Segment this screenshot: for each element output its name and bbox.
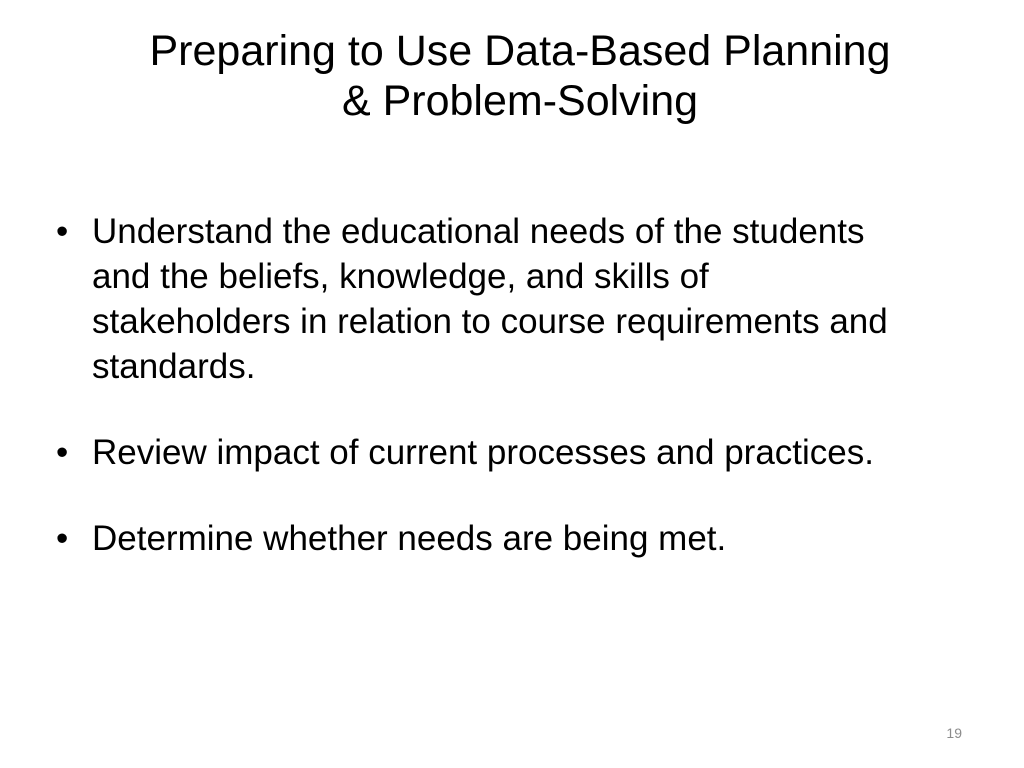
bullet-icon: • [56,212,69,251]
bullet-item-1 [56,209,906,389]
bullet-text: Review impact of current processes and practices. [92,433,874,472]
bullet-item-2 [56,430,906,475]
bullet-item-3 [56,516,906,561]
slide-number: 19 [946,725,962,741]
title-line-2: & Problem-Solving [341,77,699,125]
title-line-1: Preparing to Use Data-Based Planning [149,27,891,75]
bullet-icon: • [56,433,69,472]
bullet-text: Determine whether needs are being met. [92,519,727,558]
bullet-text: Understand the educational needs of the students and the beliefs, knowledge, and skills of stakeholders in relation to course requirements and standards. [92,212,888,386]
bullet-icon: • [56,519,69,558]
bullet-list [56,209,906,561]
slide-title [60,26,980,126]
